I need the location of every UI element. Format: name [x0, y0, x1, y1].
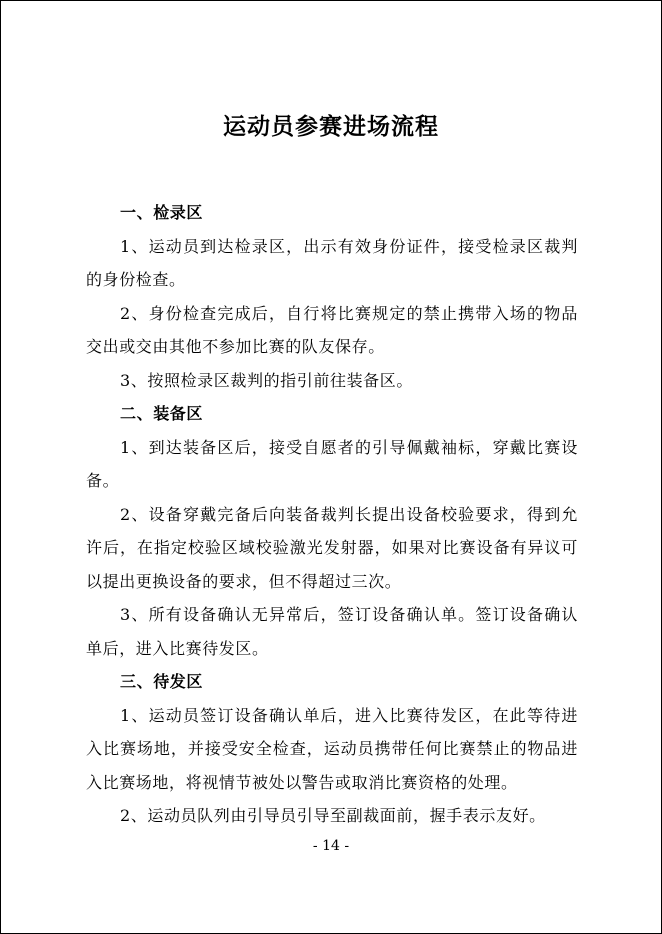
equipment-paragraph-3: 3、所有设备确认无异常后，签订设备确认单。签订设备确认单后，进入比赛待发区。: [86, 605, 578, 658]
document-title: 运动员参赛进场流程: [223, 113, 439, 140]
page-number: - 14 -: [312, 838, 350, 854]
section-heading-equipment: 二、装备区: [120, 404, 204, 423]
section-heading-checkin: 一、检录区: [120, 203, 204, 222]
equipment-paragraph-1: 1、到达装备区后，接受自愿者的引导佩戴袖标，穿戴比赛设备。: [86, 437, 578, 490]
section-heading-standby: 三、待发区: [120, 672, 204, 691]
checkin-paragraph-1: 1、运动员到达检录区，出示有效身份证件，接受检录区裁判的身份检查。: [86, 236, 578, 289]
equipment-paragraph-2: 2、设备穿戴完备后向装备裁判长提出设备校验要求，得到允许后，在指定校验区域校验激光发射器，如果对比赛设备有异议可以提出更换设备的要求，但不得超过三次。: [86, 504, 578, 591]
standby-paragraph-2: 2、运动员队列由引导员引导至副裁面前，握手表示友好。: [120, 806, 546, 825]
checkin-paragraph-2: 2、身份检查完成后，自行将比赛规定的禁止携带入场的物品交出或交由其他不参加比赛的队友保存。: [86, 303, 578, 356]
document-body: [86, 196, 578, 833]
checkin-paragraph-3: 3、按照检录区裁判的指引前往装备区。: [120, 370, 413, 390]
standby-paragraph-1: 1、运动员签订设备确认单后，进入比赛待发区，在此等待进入比赛场地，并接受安全检查，运动员携带任何比赛禁止的物品进入比赛场地，将视情节被处以警告或取消比赛资格的处理。: [86, 705, 578, 792]
